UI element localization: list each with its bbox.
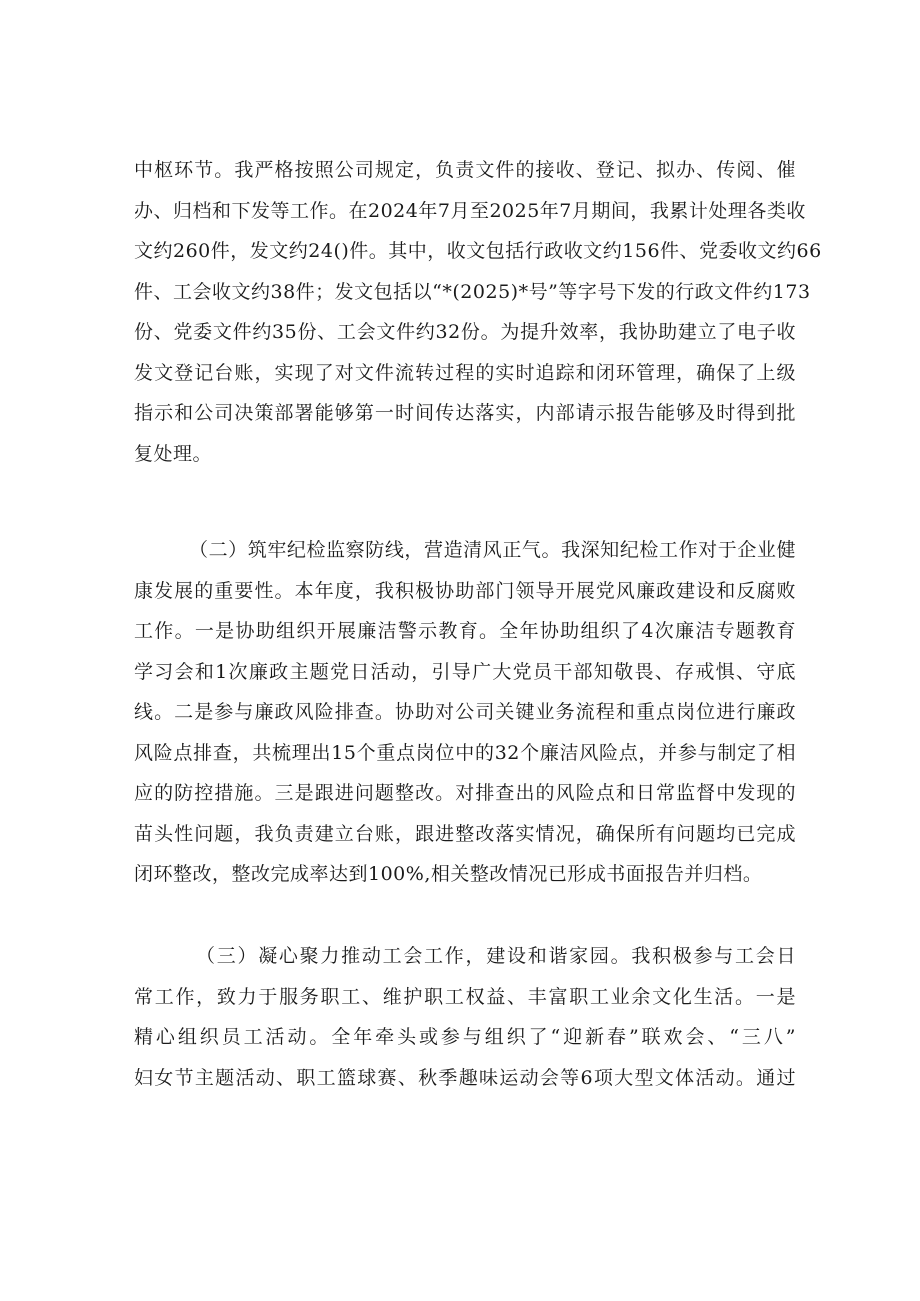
text-line: 苗头性问题，我负责建立台账，跟进整改落实情况，确保所有问题均已完成 — [134, 822, 796, 845]
text-line: 风险点排查，共梳理出15个重点岗位中的32个廉洁风险点，并参与制定了相 — [134, 741, 796, 764]
text-line: 中枢环节。我严格按照公司规定，负责文件的接收、登记、拟办、传阅、催 — [134, 159, 796, 181]
text-line: （二）筑牢纪检监察防线，营造清风正气。我深知纪检工作对于企业健 — [189, 539, 796, 561]
text-line: 复处理。 — [134, 442, 213, 465]
text-line: 闭环整改，整改完成率达到100%,相关整改情况已形成书面报告并归档。 — [134, 863, 763, 885]
text-line: 工作。一是协助组织开展廉洁警示教育。全年协助组织了4次廉洁专题教育 — [134, 620, 796, 642]
text-line: 学习会和1次廉政主题党日活动，引导广大党员干部知敬畏、存戒惧、守底 — [134, 660, 796, 683]
paragraph-trade-union — [134, 936, 796, 1098]
text-line: 常工作，致力于服务职工、维护职工权益、丰富职工业余文化生活。一是 — [134, 985, 796, 1008]
text-line: 件、工会收文约38件；发文包括以“*(2025)*号”等字号下发的行政文件约173 — [134, 280, 811, 303]
paragraph-discipline-inspection — [134, 530, 796, 895]
text-line: 发文登记台账，实现了对文件流转过程的实时追踪和闭环管理，确保了上级 — [134, 361, 796, 384]
text-line: 康发展的重要性。本年度，我积极协助部门领导开展党风廉政建设和反腐败 — [134, 579, 796, 602]
text-line: 办、归档和下发等工作。在2024年7月至2025年7月期间，我累计处理各类收 — [134, 199, 806, 222]
text-line: 份、党委文件约35份、工会文件约32份。为提升效率，我协助建立了电子收 — [134, 321, 796, 343]
text-line: （三）凝心聚力推动工会工作，建设和谐家园。我积极参与工会日 — [196, 945, 796, 967]
text-line: 应的防控措施。三是跟进问题整改。对排查出的风险点和日常监督中发现的 — [134, 782, 796, 804]
text-line: 妇女节主题活动、职工篮球赛、秋季趣味运动会等6项大型文体活动。通过 — [134, 1066, 796, 1089]
paragraph-document-handling — [134, 150, 822, 474]
text-line: 指示和公司决策部署能够第一时间传达落实，内部请示报告能够及时得到批 — [134, 402, 796, 424]
text-line: 精心组织员工活动。全年牵头或参与组织了“迎新春”联欢会、“三八” — [134, 1026, 796, 1048]
text-line: 线。二是参与廉政风险排查。协助对公司关键业务流程和重点岗位进行廉政 — [134, 701, 796, 723]
text-line: 文约260件，发文约24()件。其中，收文包括行政收文约156件、党委收文约66 — [134, 240, 822, 262]
